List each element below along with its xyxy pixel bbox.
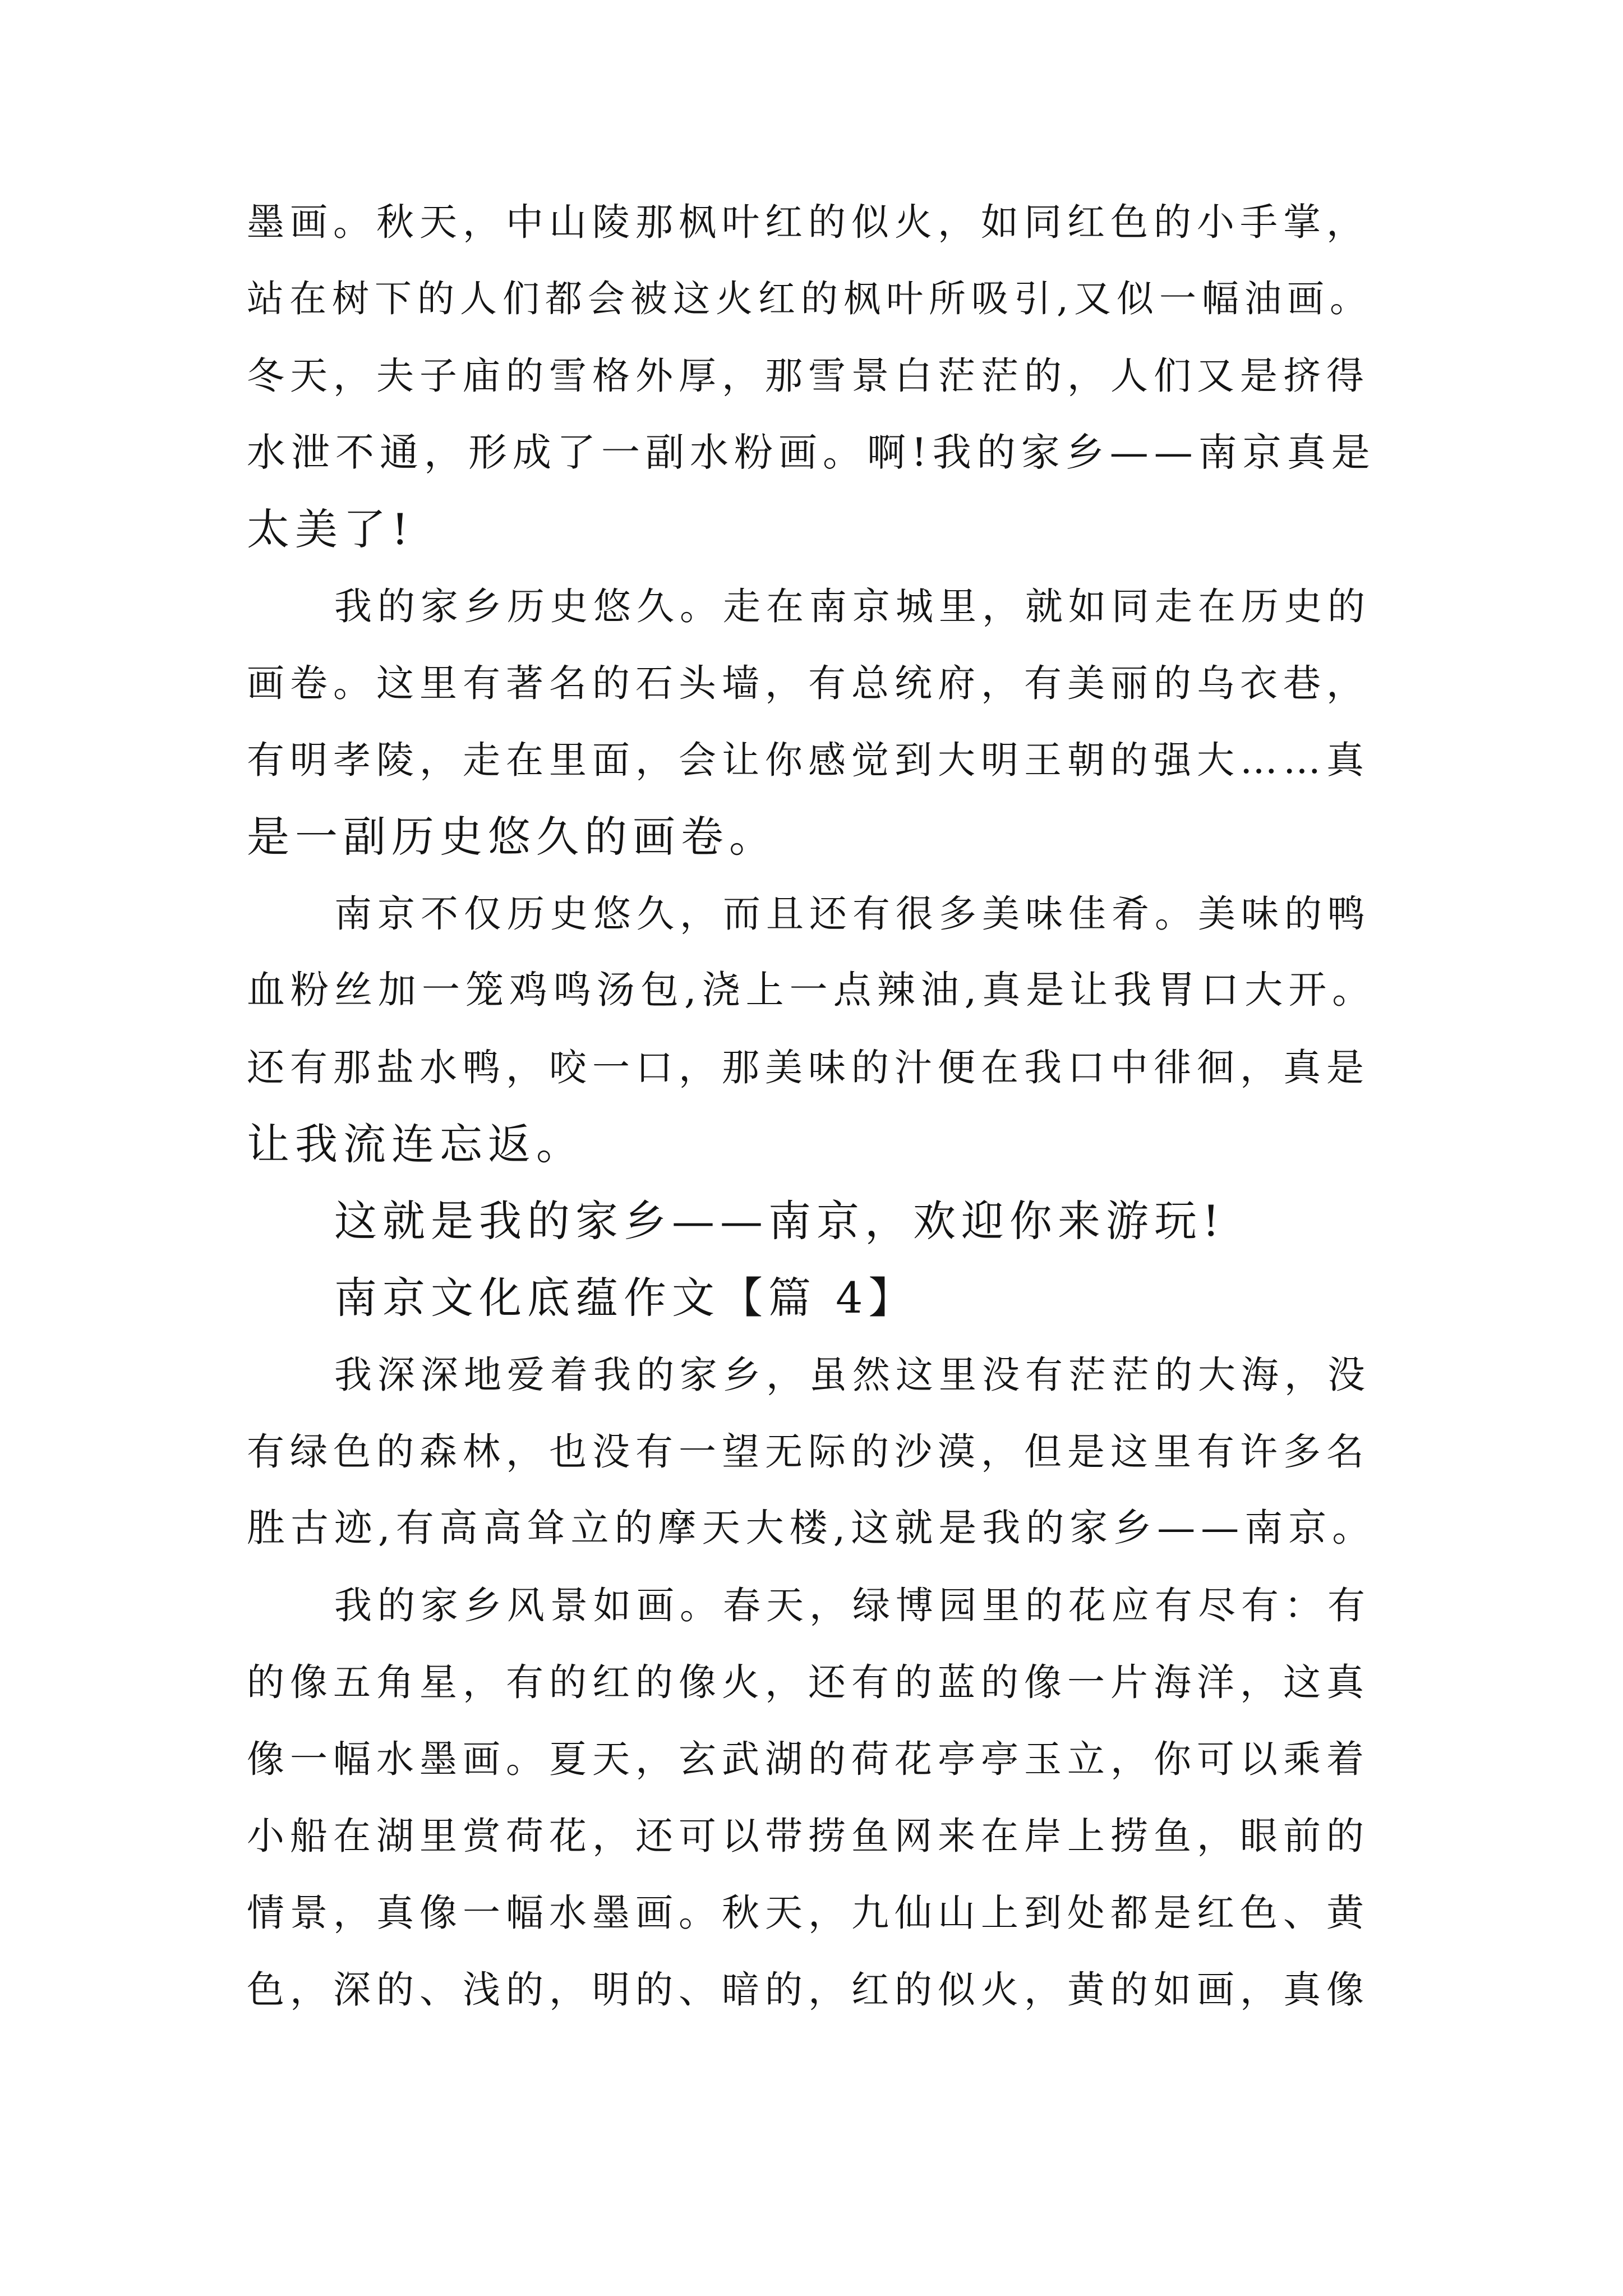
paragraph-first-line: 我的家乡历史悠久。走在南京城里，就如同走在历史的 xyxy=(334,585,1371,628)
text-line: 水泄不通，形成了一副水粉画。啊!我的家乡——南京真是 xyxy=(247,430,1376,475)
text-line: 还有那盐水鸭，咬一口，那美味的汁便在我口中徘徊，真是 xyxy=(247,1046,1370,1089)
text-line: 太美了! xyxy=(247,504,414,554)
text-line: 画卷。这里有著名的石头墙，有总统府，有美丽的乌衣巷， xyxy=(247,661,1370,705)
text-line: 墨画。秋天，中山陵那枫叶红的似火，如同红色的小手掌， xyxy=(247,200,1370,244)
text-line: 站在树下的人们都会被这火红的枫叶所吸引,又似一幅油画。 xyxy=(247,277,1372,320)
text-line: 是一副历史悠久的画卷。 xyxy=(247,812,777,862)
text-line: 的像五角星，有的红的像火，还有的蓝的像一片海洋，这真 xyxy=(247,1660,1370,1704)
text-line: 胜古迹,有高高耸立的摩天大楼,这就是我的家乡——南京。 xyxy=(247,1506,1376,1550)
text-line: 让我流连忘返。 xyxy=(247,1119,584,1169)
text-line: 有明孝陵，走在里面，会让你感觉到大明王朝的强大……真 xyxy=(247,738,1370,782)
text-line: 血粉丝加一笼鸡鸣汤包,浇上一点辣油,真是让我胃口大开。 xyxy=(247,968,1376,1013)
text-line: 色，深的、浅的，明的、暗的，红的似火，黄的如画，真像 xyxy=(247,1968,1370,2012)
section-heading: 南京文化底蕴作文【篇 4】 xyxy=(334,1273,917,1323)
paragraph-first-line: 这就是我的家乡——南京，欢迎你来游玩! xyxy=(334,1196,1225,1246)
paragraph-first-line: 南京不仅历史悠久，而且还有很多美味佳肴。美味的鸭 xyxy=(334,892,1371,936)
paragraph-first-line: 我深深地爱着我的家乡，虽然这里没有茫茫的大海，没 xyxy=(334,1353,1371,1397)
text-line: 像一幅水墨画。夏天，玄武湖的荷花亭亭玉立，你可以乘着 xyxy=(247,1737,1370,1781)
text-line: 有绿色的森林，也没有一望无际的沙漠，但是这里有许多名 xyxy=(247,1430,1370,1474)
text-line: 小船在湖里赏荷花，还可以带捞鱼网来在岸上捞鱼，眼前的 xyxy=(247,1814,1370,1858)
text-line: 冬天，夫子庙的雪格外厚，那雪景白茫茫的，人们又是挤得 xyxy=(247,354,1370,398)
paragraph-first-line: 我的家乡风景如画。春天，绿博园里的花应有尽有：有 xyxy=(334,1584,1371,1627)
text-line: 情景，真像一幅水墨画。秋天，九仙山上到处都是红色、黄 xyxy=(247,1891,1370,1935)
